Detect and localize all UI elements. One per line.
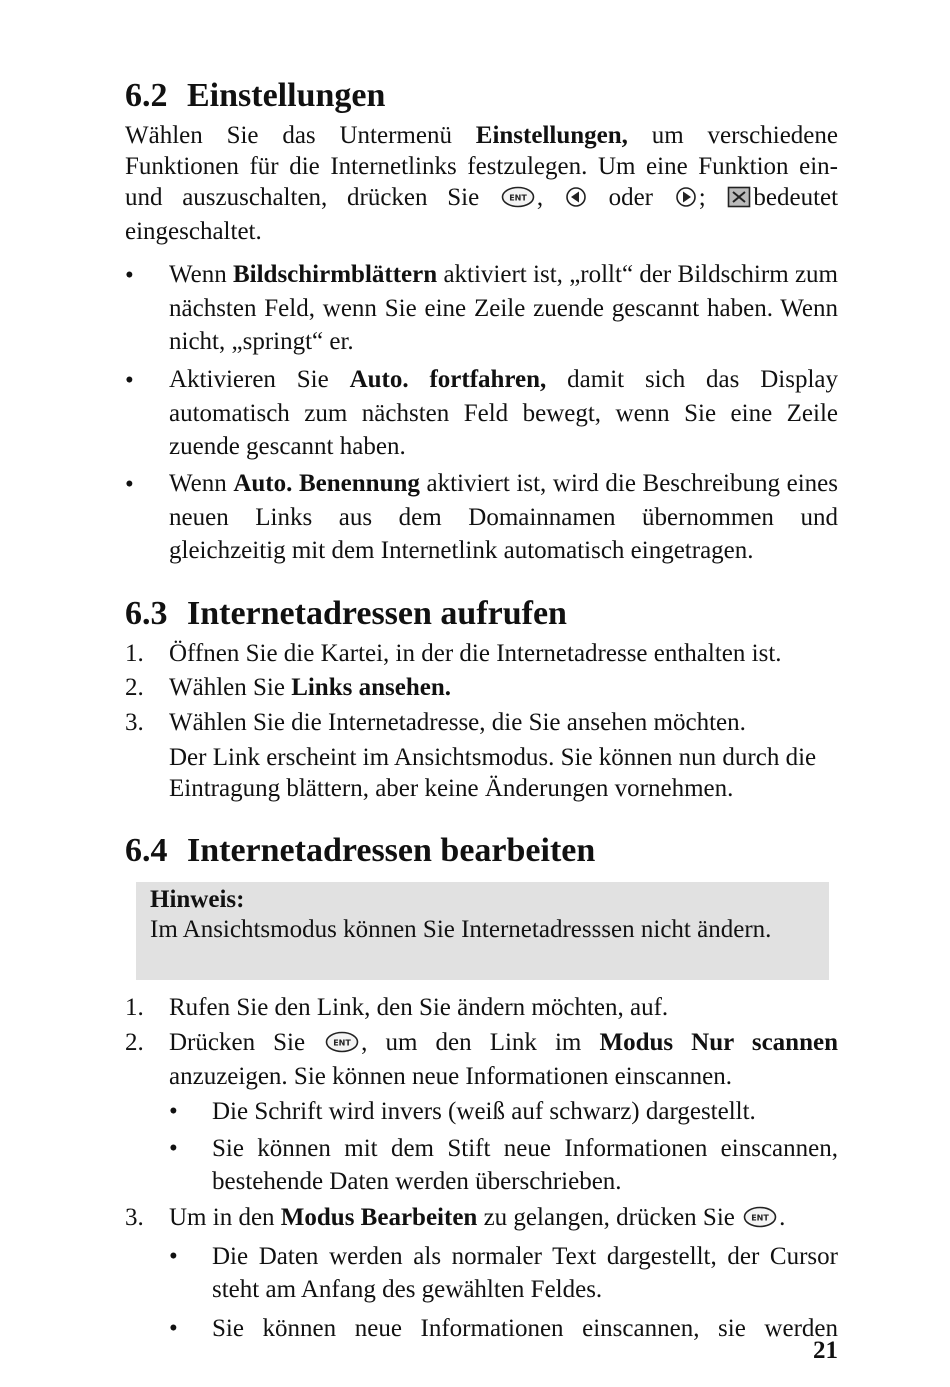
section-heading-6-3 [125, 594, 567, 634]
bullet-bold: Auto. Benennung [233, 470, 420, 497]
step-bold: Modus Nur scannen [599, 1029, 838, 1056]
step-item [169, 1202, 838, 1236]
ent-key-icon [501, 185, 535, 216]
hint-title: Hinweis: [150, 886, 245, 913]
bullet-marker: • [169, 1243, 178, 1270]
bullet-text: damit sich das Display automatisch zum nächsten Feld bewegt, wenn Sie eine Zeile zuende gescannt haben. [169, 366, 838, 460]
step-text: Drücken Sie [169, 1029, 324, 1056]
intro-bold: Einstellungen, [475, 122, 628, 149]
step-text: Öffnen Sie die Kartei, in der die Internetadresse enthalten ist. [169, 640, 782, 667]
section-title: Internetadressen aufrufen [187, 595, 567, 632]
sub-bullet-item: Sie können mit dem Stift neue Informationen einscannen, bestehende Daten werden überschrieben. [212, 1135, 838, 1195]
step-text: Um in den [169, 1204, 281, 1231]
section-intro [125, 120, 838, 247]
checked-box-icon [727, 185, 751, 216]
ent-key-label: ENT [333, 1038, 351, 1048]
sub-bullet-item: Die Schrift wird invers (weiß auf schwarz) dargestellt. [212, 1098, 756, 1125]
step-number: 3. [125, 1204, 144, 1231]
bullet-marker: • [125, 471, 134, 498]
intro-text: um verschiedene Funktionen für die Internetlinks festzulegen. Um eine Funktion ein- und auszuschalten, drücken Sie [125, 122, 838, 211]
bullet-item [169, 363, 838, 464]
ent-key-label: ENT [509, 193, 527, 203]
step-item [169, 638, 838, 669]
bullet-item [169, 258, 838, 359]
section-heading-6-2 [125, 76, 385, 116]
bullet-text: Aktivieren Sie [169, 366, 350, 393]
hint-body: Im Ansichtsmodus können Sie Internetadresssen nicht ändern. [150, 916, 772, 943]
step-bold: Modus Bearbeiten [280, 1204, 478, 1231]
step-item [169, 672, 838, 703]
section-number: 6.2 [125, 77, 168, 114]
ent-key-label: ENT [751, 1213, 769, 1223]
bullet-text: Wenn [169, 470, 234, 497]
bullet-text: aktiviert ist, „rollt“ der Bildschirm zum nächsten Feld, wenn Sie eine Zeile zuende gescannt haben. Wenn nicht, „springt“ er. [169, 261, 838, 355]
step-text: , um den Link im [361, 1029, 600, 1056]
intro-separator: , [536, 184, 544, 211]
bullet-item [169, 467, 838, 568]
intro-separator: ; [698, 184, 706, 211]
step-item [169, 1027, 838, 1092]
step-number: 2. [125, 1029, 144, 1056]
step-text: Wählen Sie die Internetadresse, die Sie ansehen möchten. [169, 709, 746, 736]
intro-separator: oder [608, 184, 653, 211]
page-number: 21 [813, 1337, 838, 1364]
bullet-marker: • [169, 1098, 178, 1125]
section-title: Internetadressen bearbeiten [187, 832, 596, 869]
section-number: 6.4 [125, 832, 168, 869]
section-title: Einstellungen [187, 77, 386, 114]
bullet-text: aktiviert ist, wird die Beschreibung eines neuen Links aus dem Domainnamen übernommen und gleichzeitig mit dem Internetlink automatisch eingetragen. [169, 470, 838, 564]
sub-bullet-item: Sie können neue Informationen einscannen, sie werden [212, 1315, 838, 1342]
step-text: Wählen Sie [169, 674, 292, 701]
bullet-marker: • [169, 1315, 178, 1342]
ent-key-icon [743, 1205, 777, 1236]
bullet-bold: Bildschirmblättern [232, 261, 438, 288]
step-note: Der Link erscheint im Ansichtsmodus. Sie können nun durch die Eintragung blättern, aber keine Änderungen vornehmen. [169, 744, 817, 802]
right-arrow-key-icon [675, 185, 697, 216]
step-item: Rufen Sie den Link, den Sie ändern möchten, auf. [169, 994, 669, 1021]
intro-text: Wählen Sie das Untermenü [125, 122, 476, 149]
step-text: anzuzeigen. Sie können neue Informationen einscannen. [169, 1063, 732, 1090]
bullet-bold: Auto. fortfahren, [349, 366, 547, 393]
ent-key-icon [325, 1030, 359, 1061]
sub-bullet-item: Die Daten werden als normaler Text dargestellt, der Cursor steht am Anfang des gewählten Feldes. [212, 1243, 838, 1303]
section-number: 6.3 [125, 595, 168, 632]
bullet-marker: • [169, 1135, 178, 1162]
step-number: 1. [125, 640, 144, 667]
bullet-text: Wenn [169, 261, 233, 288]
step-text: zu gelangen, drücken Sie [477, 1204, 742, 1231]
step-number: 2. [125, 674, 144, 701]
step-number: 1. [125, 994, 144, 1021]
bullet-marker: • [125, 262, 134, 289]
bullet-marker: • [125, 367, 134, 394]
step-item [169, 707, 838, 738]
step-bold: Links ansehen. [291, 674, 451, 701]
intro-text: bedeutet eingeschaltet. [125, 184, 839, 245]
step-number: 3. [125, 709, 144, 736]
step-text: . [779, 1204, 786, 1231]
section-heading-6-4 [125, 831, 595, 871]
left-arrow-key-icon [565, 185, 587, 216]
